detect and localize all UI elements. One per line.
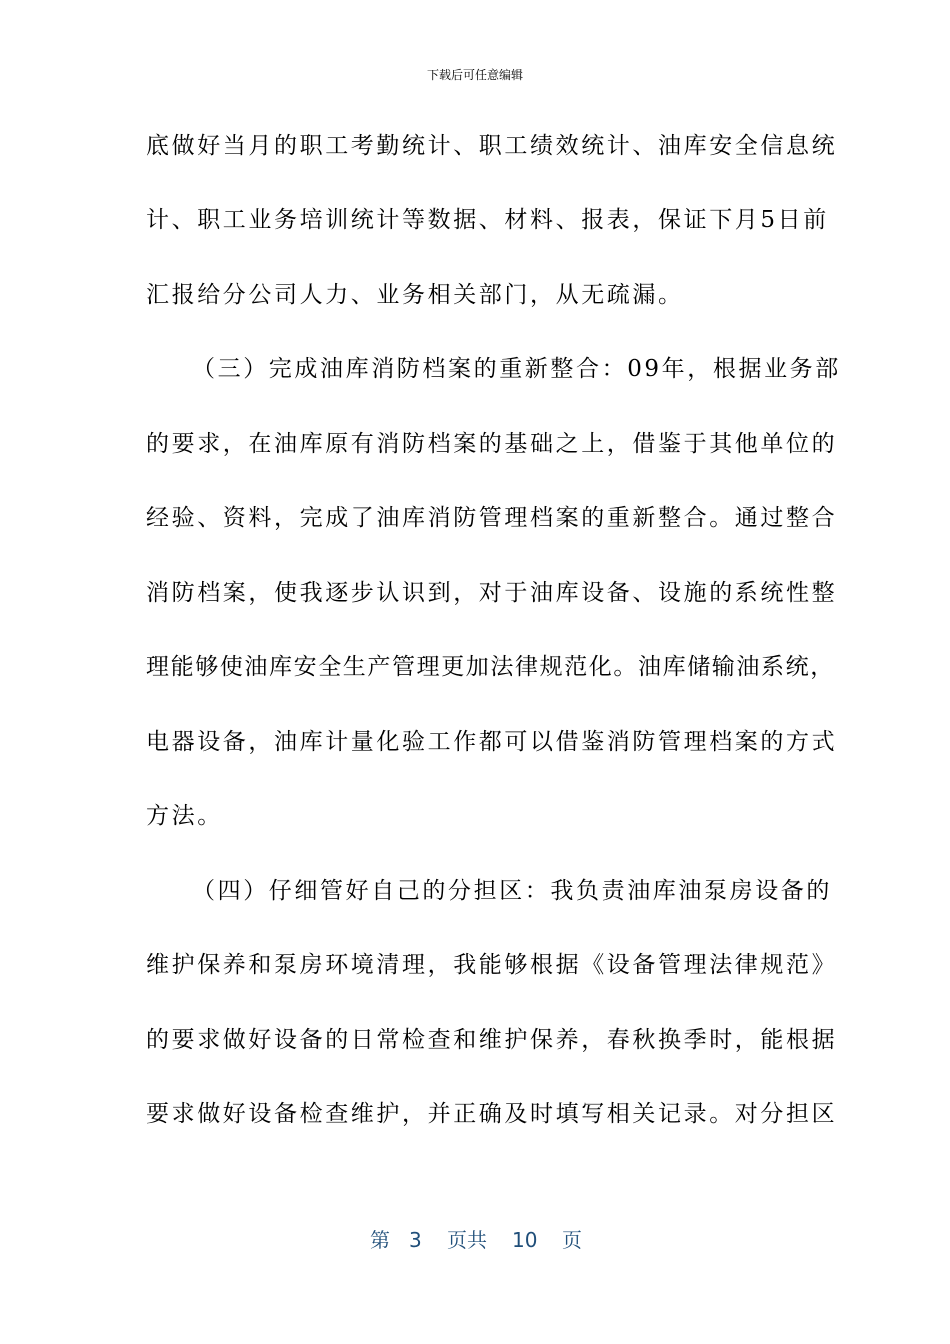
text-line-2: 计、职工业务培训统计等数据、材料、报表，保证下月5日前 (146, 207, 829, 233)
text-line-9: 电器设备，油库计量化验工作都可以借鉴消防管理档案的方式 (146, 729, 838, 755)
text-line-14: 要求做好设备检查维护，并正确及时填写相关记录。对分担区 (146, 1101, 838, 1127)
text-line-3: 汇报给分公司人力、业务相关部门，从无疏漏。 (146, 282, 684, 308)
text-line-11: （四）仔细管好自己的分担区：我负责油库油泵房设备的 (192, 878, 832, 904)
text-line-12: 维护保养和泵房环境清理，我能够根据《设备管理法律规范》 (146, 952, 838, 978)
footer-middle: 页共 (447, 1228, 487, 1252)
text-line-1: 底做好当月的职工考勤统计、职工绩效统计、油库安全信息统 (146, 133, 838, 159)
page-number-footer (0, 1225, 950, 1255)
text-line-13: 的要求做好设备的日常检查和维护保养，春秋换季时，能根据 (146, 1027, 838, 1053)
text-line-5: 的要求，在油库原有消防档案的基础之上，借鉴于其他单位的 (146, 431, 838, 457)
text-line-10: 方法。 (146, 803, 223, 829)
footer-suffix: 页 (562, 1228, 582, 1252)
text-line-8: 理能够使油库安全生产管理更加法律规范化。油库储输油系统， (146, 654, 835, 680)
page-header-note: 下载后可任意编辑 (426, 68, 523, 82)
text-line-6: 经验、资料，完成了油库消防管理档案的重新整合。通过整合 (146, 505, 838, 531)
footer-total-pages: 10 (512, 1228, 538, 1252)
text-line-4: （三）完成油库消防档案的重新整合：09年，根据业务部 (192, 356, 841, 382)
footer-current-page: 3 (409, 1228, 422, 1252)
text-line-7: 消防档案，使我逐步认识到，对于油库设备、设施的系统性整 (146, 580, 838, 606)
footer-prefix: 第 (370, 1228, 390, 1252)
